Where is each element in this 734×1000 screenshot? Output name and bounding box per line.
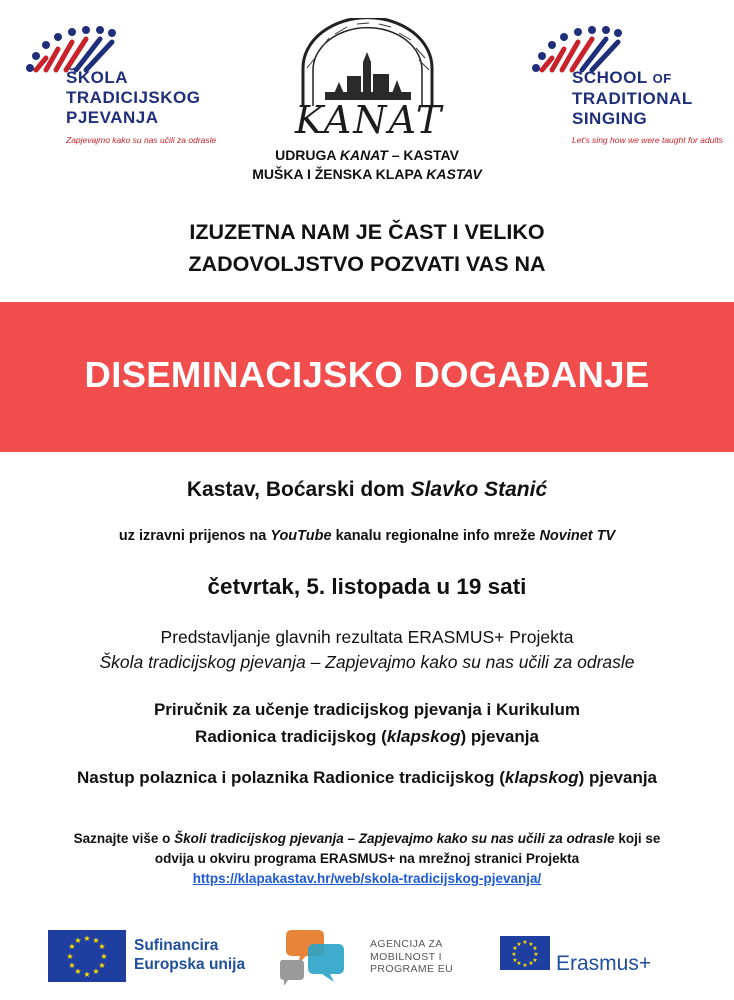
svg-text:★: ★ bbox=[83, 970, 91, 979]
town-arch-icon bbox=[295, 18, 440, 108]
svg-text:★: ★ bbox=[522, 939, 528, 946]
eu-cofunded-logo bbox=[48, 930, 258, 986]
venue bbox=[0, 478, 734, 502]
svg-text:★: ★ bbox=[512, 945, 518, 952]
erasmus-logo bbox=[500, 936, 680, 980]
eu-line2: Europska unija bbox=[134, 956, 246, 973]
manual-line2 bbox=[0, 727, 734, 747]
presentation-line2: Škola tradicijskog pjevanja – Zapjevajmo kako su nas učili za odrasle bbox=[99, 652, 635, 672]
svg-text:★: ★ bbox=[66, 952, 74, 961]
svg-text:★: ★ bbox=[522, 962, 528, 969]
org-line1-c: – KASTAV bbox=[387, 147, 459, 163]
event-title: DISEMINACIJSKO DOGAĐANJE bbox=[84, 354, 650, 395]
school-logo-en bbox=[528, 22, 728, 152]
svg-text:★: ★ bbox=[83, 934, 91, 943]
logo-right-line2: TRADITIONAL bbox=[572, 89, 693, 108]
manual-line2-a: Radionica tradicijskog ( bbox=[195, 727, 387, 746]
svg-text:★: ★ bbox=[528, 941, 534, 948]
logo-left-line1: ŠKOLA bbox=[66, 68, 128, 87]
agency-line1: AGENCIJA ZA bbox=[370, 938, 443, 950]
svg-text:★: ★ bbox=[528, 960, 534, 967]
agency-line2: MOBILNOST I bbox=[370, 950, 442, 963]
venue-a: Kastav, Boćarski dom bbox=[186, 478, 411, 501]
svg-text:★: ★ bbox=[92, 936, 100, 945]
organizer bbox=[0, 146, 734, 184]
org-line2-b: KASTAV bbox=[426, 166, 482, 182]
svg-text:★: ★ bbox=[533, 951, 539, 958]
manual-line1: Priručnik za učenje tradicijskog pjevanja i Kurikulum bbox=[153, 700, 581, 719]
stream-d: Novinet TV bbox=[539, 528, 616, 544]
event-date: četvrtak, 5. listopada u 19 sati bbox=[207, 574, 527, 599]
stream-b: YouTube bbox=[270, 528, 332, 544]
presentation-line1: Predstavljanje glavnih rezultata ERASMUS+ Projekta bbox=[160, 627, 574, 647]
more-info-line2: odvija u okviru programa ERASMUS+ na mrežnoj stranici Projekta bbox=[154, 851, 580, 866]
svg-text:★: ★ bbox=[68, 942, 76, 951]
svg-text:★: ★ bbox=[100, 952, 108, 961]
more-info-line1 bbox=[0, 831, 734, 846]
svg-text:★: ★ bbox=[532, 945, 538, 952]
svg-text:★: ★ bbox=[92, 967, 100, 976]
stream-c: kanalu regionalne info mreže bbox=[331, 528, 540, 544]
performance bbox=[0, 768, 734, 788]
stream-info bbox=[0, 528, 734, 544]
perform-c: ) pjevanja bbox=[578, 768, 658, 787]
svg-text:★: ★ bbox=[516, 941, 522, 948]
agency-line3: PROGRAME EU bbox=[370, 963, 454, 975]
kanat-logo bbox=[295, 18, 444, 142]
venue-b: Slavko Stanić bbox=[410, 478, 548, 501]
org-line1-a: UDRUGA bbox=[275, 147, 340, 163]
svg-text:★: ★ bbox=[98, 942, 106, 951]
more-line1-a: Saznajte više o bbox=[73, 831, 175, 846]
eu-line1: Sufinancira bbox=[134, 937, 219, 954]
svg-text:★: ★ bbox=[512, 957, 518, 964]
logo-right-line1a: SCHOOL bbox=[572, 68, 648, 87]
logo-right-tagline: Let's sing how we were taught for adults bbox=[572, 135, 723, 145]
agency-logo bbox=[278, 924, 468, 990]
svg-text:★: ★ bbox=[532, 957, 538, 964]
svg-text:★: ★ bbox=[74, 967, 82, 976]
logo-left-line3: PJEVANJA bbox=[66, 108, 159, 127]
eu-flag-small-icon bbox=[500, 936, 550, 970]
logo-left-tagline: Zapjevajmo kako su nas učili za odrasle bbox=[66, 135, 217, 145]
more-line1-b: Školi tradicijskog pjevanja – Zapjevajmo kako su nas učili za odrasle bbox=[174, 831, 615, 846]
school-logo-hr bbox=[22, 22, 252, 152]
logo-right-line3: SINGING bbox=[572, 109, 648, 128]
svg-text:★: ★ bbox=[516, 960, 522, 967]
kanat-wordmark: KANAT bbox=[295, 98, 444, 142]
svg-text:★: ★ bbox=[74, 936, 82, 945]
stream-a: uz izravni prijenos na bbox=[118, 528, 271, 544]
invite-line2: ZADOVOLJSTVO POZVATI VAS NA bbox=[188, 252, 546, 276]
eu-flag-icon bbox=[48, 930, 126, 982]
agency-bubbles-icon bbox=[278, 924, 358, 990]
org-line1-b: KANAT bbox=[339, 147, 388, 163]
erasmus-wordmark: Erasmus+ bbox=[556, 952, 652, 975]
invitation bbox=[0, 216, 734, 280]
logo-left-line2: TRADICIJSKOG bbox=[66, 88, 201, 107]
more-line1-c: koji se bbox=[614, 831, 661, 846]
svg-text:★: ★ bbox=[98, 961, 106, 970]
perform-b: klapskog bbox=[504, 768, 579, 787]
project-link[interactable]: https://klapakastav.hr/web/skola-tradicijskog-pjevanja/ bbox=[192, 871, 542, 886]
svg-text:★: ★ bbox=[511, 951, 517, 958]
org-line2-a: MUŠKA I ŽENSKA KLAPA bbox=[252, 166, 427, 182]
logo-right-line1b: OF bbox=[652, 71, 672, 86]
perform-a: Nastup polaznica i polaznika Radionice tradicijskog ( bbox=[76, 768, 505, 787]
manual-line2-c: ) pjevanja bbox=[460, 727, 539, 746]
manual-line2-b: klapskog bbox=[386, 727, 461, 746]
invite-line1: IZUZETNA NAM JE ČAST I VELIKO bbox=[189, 220, 545, 244]
svg-text:★: ★ bbox=[68, 961, 76, 970]
